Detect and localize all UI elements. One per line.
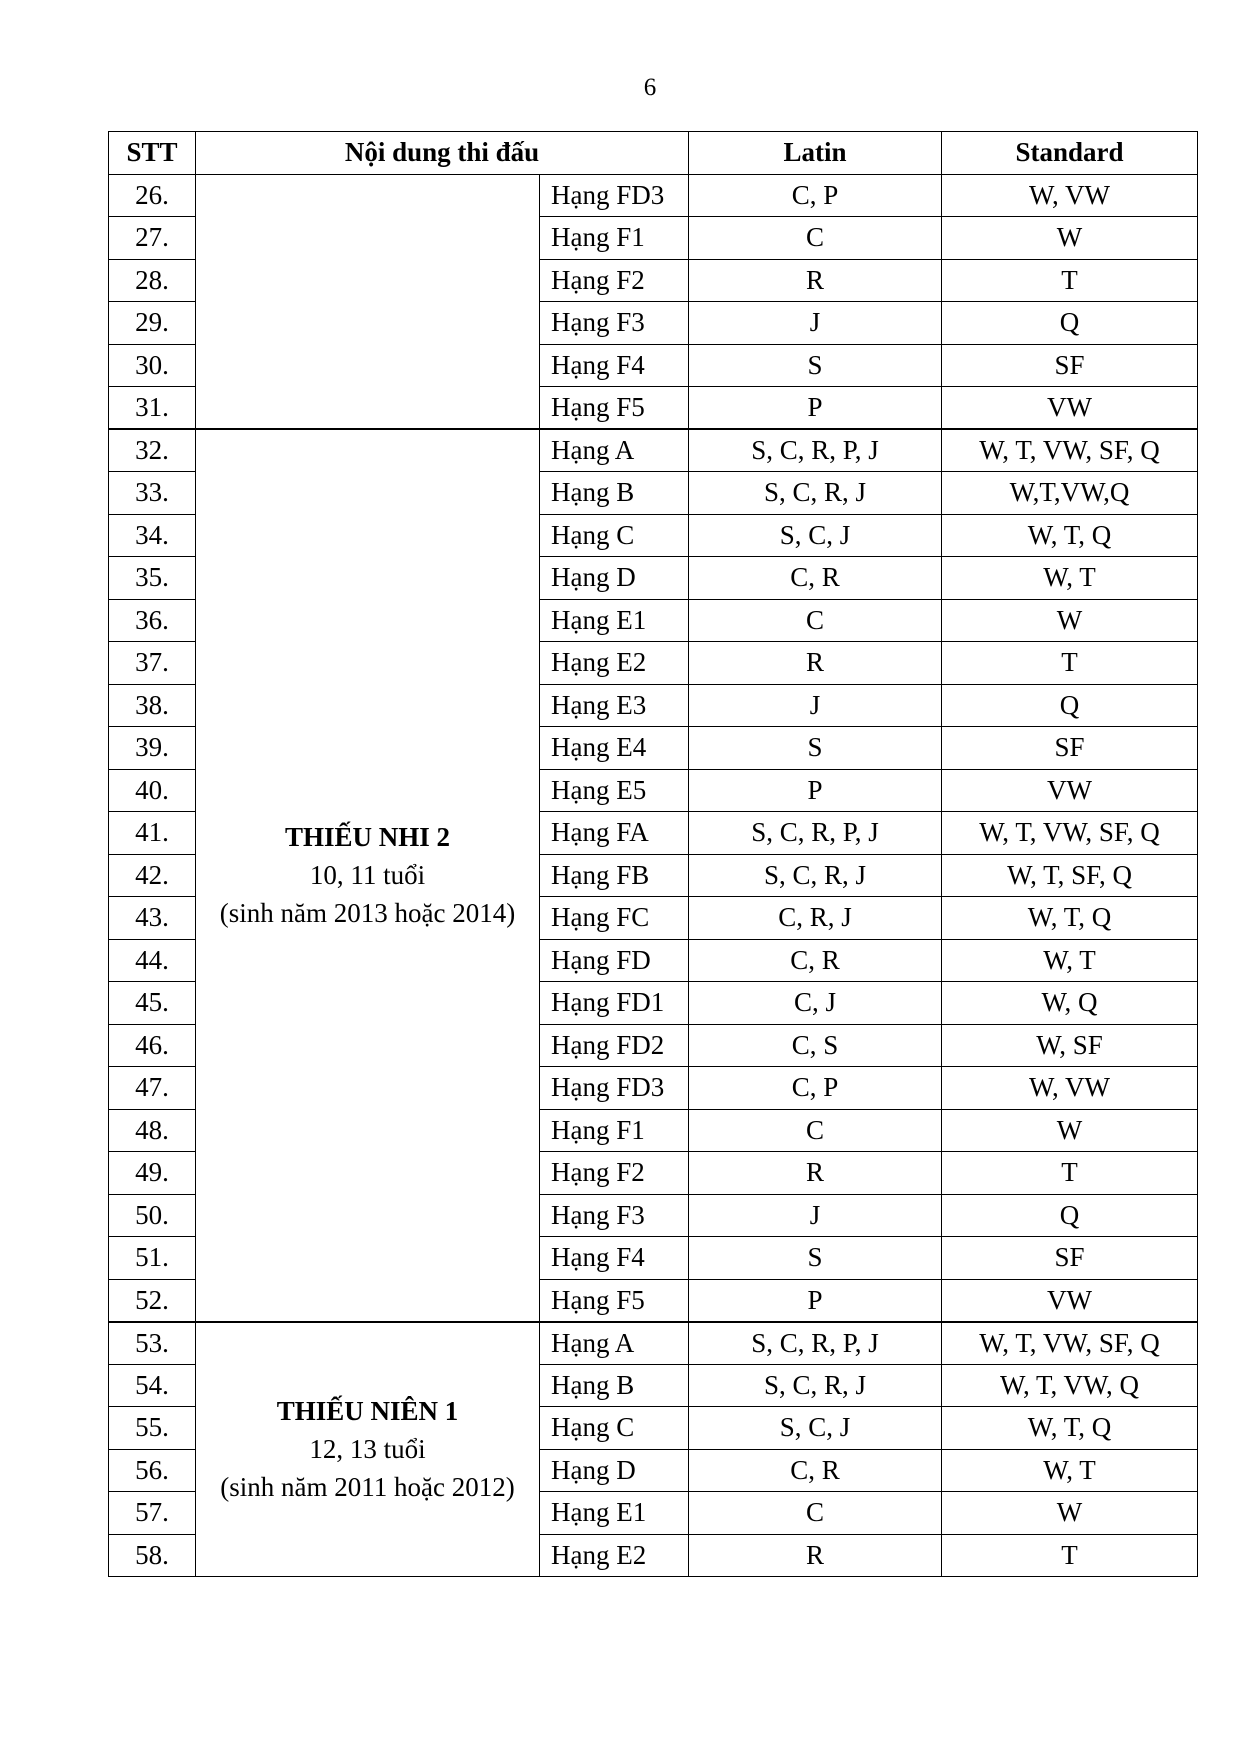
row-number: 42.	[109, 854, 196, 897]
standard-dances: T	[942, 1152, 1198, 1195]
row-number: 52.	[109, 1279, 196, 1322]
age-group-age: 12, 13 tuổi	[309, 1434, 426, 1465]
row-number: 51.	[109, 1237, 196, 1280]
category-name: Hạng F1	[540, 217, 689, 260]
category-name: Hạng F2	[540, 259, 689, 302]
category-name: Hạng E3	[540, 684, 689, 727]
category-name: Hạng E2	[540, 642, 689, 685]
standard-dances: W, T, SF, Q	[942, 854, 1198, 897]
table-body	[109, 174, 1198, 1577]
category-name: Hạng FA	[540, 812, 689, 855]
latin-dances: C	[689, 599, 942, 642]
category-name: Hạng E2	[540, 1534, 689, 1577]
category-name: Hạng B	[540, 1364, 689, 1407]
latin-dances: S	[689, 344, 942, 387]
category-name: Hạng D	[540, 1449, 689, 1492]
latin-dances: C	[689, 1492, 942, 1535]
standard-dances: W, T, VW, SF, Q	[942, 429, 1198, 472]
latin-dances: S	[689, 727, 942, 770]
latin-dances: C	[689, 217, 942, 260]
standard-dances: W, VW	[942, 174, 1198, 217]
row-number: 30.	[109, 344, 196, 387]
row-number: 38.	[109, 684, 196, 727]
age-group-cell	[196, 429, 540, 1322]
category-name: Hạng FD1	[540, 982, 689, 1025]
standard-dances: T	[942, 642, 1198, 685]
standard-dances: W, T, VW, Q	[942, 1364, 1198, 1407]
standard-dances: W, T	[942, 939, 1198, 982]
latin-dances: S, C, R, P, J	[689, 812, 942, 855]
latin-dances: J	[689, 302, 942, 345]
standard-dances: W, T	[942, 557, 1198, 600]
row-number: 53.	[109, 1322, 196, 1365]
standard-dances: Q	[942, 1194, 1198, 1237]
age-group-title: THIẾU NIÊN 1	[276, 1395, 459, 1426]
category-name: Hạng E5	[540, 769, 689, 812]
row-number: 36.	[109, 599, 196, 642]
row-number: 45.	[109, 982, 196, 1025]
standard-dances: SF	[942, 1237, 1198, 1280]
age-group-birth-years: (sinh năm 2013 hoặc 2014)	[219, 898, 516, 929]
standard-dances: VW	[942, 769, 1198, 812]
row-number: 55.	[109, 1407, 196, 1450]
row-number: 50.	[109, 1194, 196, 1237]
header-stt: STT	[109, 132, 196, 175]
table-row	[109, 174, 1198, 217]
standard-dances: VW	[942, 387, 1198, 430]
row-number: 39.	[109, 727, 196, 770]
row-number: 58.	[109, 1534, 196, 1577]
standard-dances: W	[942, 1109, 1198, 1152]
latin-dances: R	[689, 1534, 942, 1577]
latin-dances: C, P	[689, 174, 942, 217]
row-number: 46.	[109, 1024, 196, 1067]
category-name: Hạng F2	[540, 1152, 689, 1195]
row-number: 35.	[109, 557, 196, 600]
row-number: 49.	[109, 1152, 196, 1195]
latin-dances: P	[689, 387, 942, 430]
age-group-age: 10, 11 tuổi	[309, 860, 426, 891]
standard-dances: W	[942, 1492, 1198, 1535]
row-number: 28.	[109, 259, 196, 302]
standard-dances: W,T,VW,Q	[942, 472, 1198, 515]
competition-table	[108, 131, 1198, 1577]
category-name: Hạng F5	[540, 387, 689, 430]
row-number: 32.	[109, 429, 196, 472]
latin-dances: C, P	[689, 1067, 942, 1110]
latin-dances: S, C, J	[689, 1407, 942, 1450]
category-name: Hạng E1	[540, 599, 689, 642]
category-name: Hạng FD	[540, 939, 689, 982]
standard-dances: SF	[942, 727, 1198, 770]
latin-dances: C	[689, 1109, 942, 1152]
category-name: Hạng A	[540, 429, 689, 472]
category-name: Hạng F3	[540, 302, 689, 345]
category-name: Hạng F1	[540, 1109, 689, 1152]
standard-dances: SF	[942, 344, 1198, 387]
standard-dances: W, Q	[942, 982, 1198, 1025]
latin-dances: C, R, J	[689, 897, 942, 940]
latin-dances: S, C, J	[689, 514, 942, 557]
category-name: Hạng C	[540, 514, 689, 557]
latin-dances: C, R	[689, 1449, 942, 1492]
latin-dances: C, J	[689, 982, 942, 1025]
row-number: 44.	[109, 939, 196, 982]
category-name: Hạng C	[540, 1407, 689, 1450]
standard-dances: W, T	[942, 1449, 1198, 1492]
category-name: Hạng F3	[540, 1194, 689, 1237]
latin-dances: S, C, R, J	[689, 472, 942, 515]
category-name: Hạng F4	[540, 1237, 689, 1280]
header-latin: Latin	[689, 132, 942, 175]
standard-dances: W, T, VW, SF, Q	[942, 812, 1198, 855]
row-number: 33.	[109, 472, 196, 515]
latin-dances: S, C, R, J	[689, 1364, 942, 1407]
row-number: 41.	[109, 812, 196, 855]
latin-dances: S, C, R, P, J	[689, 429, 942, 472]
latin-dances: R	[689, 642, 942, 685]
latin-dances: R	[689, 259, 942, 302]
standard-dances: T	[942, 1534, 1198, 1577]
standard-dances: W, T, VW, SF, Q	[942, 1322, 1198, 1365]
latin-dances: J	[689, 1194, 942, 1237]
standard-dances: Q	[942, 684, 1198, 727]
standard-dances: W, T, Q	[942, 514, 1198, 557]
category-name: Hạng E1	[540, 1492, 689, 1535]
standard-dances: T	[942, 259, 1198, 302]
row-number: 48.	[109, 1109, 196, 1152]
latin-dances: P	[689, 1279, 942, 1322]
latin-dances: C, R	[689, 939, 942, 982]
category-name: Hạng FC	[540, 897, 689, 940]
row-number: 37.	[109, 642, 196, 685]
row-number: 29.	[109, 302, 196, 345]
header-content: Nội dung thi đấu	[196, 132, 689, 175]
table-row	[109, 1322, 1198, 1365]
standard-dances: W, T, Q	[942, 1407, 1198, 1450]
category-name: Hạng B	[540, 472, 689, 515]
category-name: Hạng FD3	[540, 1067, 689, 1110]
category-name: Hạng FB	[540, 854, 689, 897]
age-group-title: THIẾU NHI 2	[284, 821, 451, 852]
age-group-cell	[196, 1322, 540, 1577]
latin-dances: S, C, R, J	[689, 854, 942, 897]
category-name: Hạng F4	[540, 344, 689, 387]
row-number: 56.	[109, 1449, 196, 1492]
row-number: 47.	[109, 1067, 196, 1110]
age-group-birth-years: (sinh năm 2011 hoặc 2012)	[220, 1472, 515, 1503]
standard-dances: W	[942, 217, 1198, 260]
standard-dances: VW	[942, 1279, 1198, 1322]
header-standard: Standard	[942, 132, 1198, 175]
latin-dances: C, S	[689, 1024, 942, 1067]
category-name: Hạng E4	[540, 727, 689, 770]
latin-dances: P	[689, 769, 942, 812]
row-number: 31.	[109, 387, 196, 430]
table-header-row	[109, 132, 1198, 175]
row-number: 43.	[109, 897, 196, 940]
category-name: Hạng FD2	[540, 1024, 689, 1067]
category-name: Hạng F5	[540, 1279, 689, 1322]
latin-dances: S	[689, 1237, 942, 1280]
latin-dances: J	[689, 684, 942, 727]
row-number: 57.	[109, 1492, 196, 1535]
table-row	[109, 429, 1198, 472]
latin-dances: R	[689, 1152, 942, 1195]
page-number: 6	[643, 74, 657, 101]
standard-dances: Q	[942, 302, 1198, 345]
row-number: 40.	[109, 769, 196, 812]
row-number: 54.	[109, 1364, 196, 1407]
category-name: Hạng FD3	[540, 174, 689, 217]
latin-dances: S, C, R, P, J	[689, 1322, 942, 1365]
standard-dances: W	[942, 599, 1198, 642]
standard-dances: W, VW	[942, 1067, 1198, 1110]
row-number: 27.	[109, 217, 196, 260]
row-number: 26.	[109, 174, 196, 217]
category-name: Hạng A	[540, 1322, 689, 1365]
row-number: 34.	[109, 514, 196, 557]
standard-dances: W, SF	[942, 1024, 1198, 1067]
standard-dances: W, T, Q	[942, 897, 1198, 940]
age-group-cell	[196, 174, 540, 429]
latin-dances: C, R	[689, 557, 942, 600]
category-name: Hạng D	[540, 557, 689, 600]
